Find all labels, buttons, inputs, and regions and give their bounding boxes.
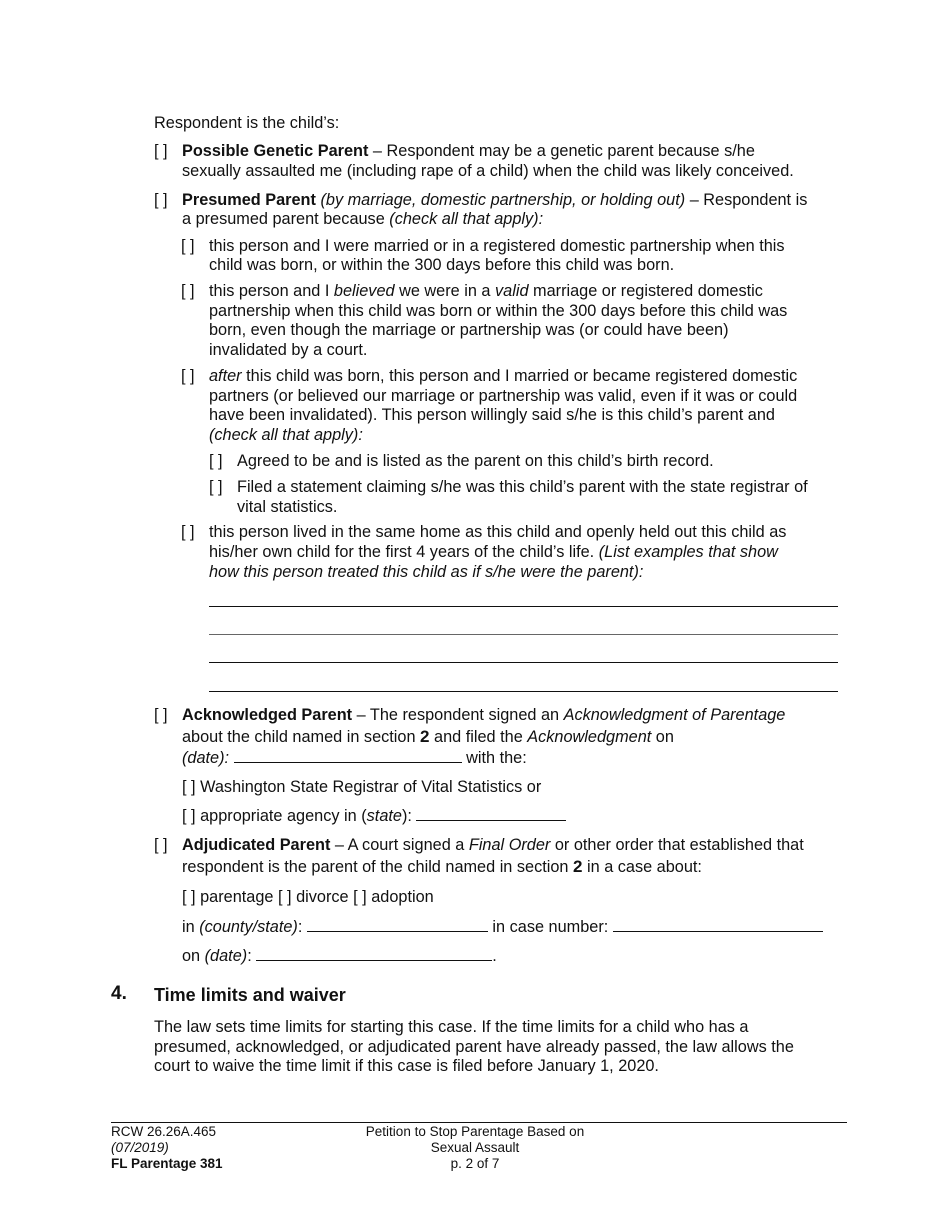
footer-date: (07/2019): [111, 1140, 169, 1155]
footer-page: p. 2 of 7: [450, 1156, 500, 1171]
presumed-parent-line1: Presumed Parent (by marriage, domestic partnership, or holding out) – Respondent is: [182, 191, 808, 209]
county-case-row: in (county/state): in case number:: [182, 917, 823, 937]
footer-form: FL Parentage 381: [111, 1156, 223, 1171]
registrar-option: [ ] Washington State Registrar of Vital Statistics or: [182, 778, 542, 796]
adjudicated-line1: Adjudicated Parent – A court signed a Final Order or other order that established that: [182, 836, 804, 854]
checkbox-other-agency[interactable]: [ ]: [182, 807, 196, 825]
presumed-after-line1: after this child was born, this person and I married or became registered domestic: [209, 367, 798, 385]
examples-line-3[interactable]: [209, 662, 838, 663]
intro-text: Respondent is the child’s:: [154, 114, 340, 132]
presumed-believed-line2: partnership when this child was born or within the 300 days before this child was: [209, 302, 788, 320]
adjudicated-parent-label: Adjudicated Parent: [182, 836, 331, 854]
checkbox-statement-registrar[interactable]: [ ]: [209, 478, 223, 496]
acknowledged-line2: about the child named in section 2 and filed the Acknowledgment on: [182, 727, 674, 746]
agency-state-field[interactable]: [416, 806, 566, 821]
footer-title-line2: Sexual Assault: [430, 1140, 520, 1155]
footer-center: [330, 1124, 620, 1172]
presumed-parent-line2: a presumed parent because (check all that apply):: [182, 210, 544, 228]
birth-record-text: Agreed to be and is listed as the parent on this child’s birth record.: [237, 452, 714, 470]
footer-title-line1: Petition to Stop Parentage Based on: [365, 1124, 585, 1139]
county-state-field[interactable]: [307, 917, 488, 932]
footer-rcw: RCW 26.26A.465: [111, 1124, 217, 1139]
case-type-row: [ ] parentage [ ] divorce [ ] adoption: [182, 888, 434, 906]
genetic-parent-line2: sexually assaulted me (including rape of a child) when the child was likely conceived.: [182, 162, 794, 180]
acknowledged-date-field[interactable]: [234, 748, 462, 763]
footer-divider: [111, 1122, 847, 1123]
acknowledged-parent-label: Acknowledged Parent: [182, 706, 353, 724]
checkbox-adjudicated-parent[interactable]: [ ]: [154, 836, 168, 854]
presumed-parent-label: Presumed Parent: [182, 191, 316, 209]
adjudicated-date-row: on (date): .: [182, 947, 497, 965]
adjudicated-date-field[interactable]: [256, 946, 492, 961]
section4-line3: court to waive the time limit if this case is filed before January 1, 2020.: [154, 1057, 659, 1075]
presumed-after-line4: (check all that apply):: [209, 426, 363, 444]
checkbox-case-parentage[interactable]: [ ]: [182, 888, 196, 906]
acknowledged-line1: Acknowledged Parent – The respondent signed an Acknowledgment of Parentage: [182, 706, 786, 724]
checkbox-birth-record[interactable]: [ ]: [209, 452, 223, 470]
section-number: 4.: [111, 983, 127, 1004]
checkbox-genetic-parent[interactable]: [ ]: [154, 142, 168, 160]
checkbox-presumed-believed[interactable]: [ ]: [181, 282, 195, 300]
presumed-held-out-line2: his/her own child for the first 4 years of the child’s life. (List examples that show: [209, 543, 778, 561]
presumed-married-line2: child was born, or within the 300 days before this child was born.: [209, 256, 675, 274]
examples-line-2[interactable]: [209, 634, 838, 635]
checkbox-wa-registrar[interactable]: [ ]: [182, 778, 196, 796]
genetic-parent-line1: Possible Genetic Parent – Respondent may be a genetic parent because s/he: [182, 142, 755, 160]
statement-registrar-line1: Filed a statement claiming s/he was this child’s parent with the state registrar of: [237, 478, 808, 496]
genetic-parent-label: Possible Genetic Parent: [182, 142, 369, 160]
acknowledged-date-row: (date): with the:: [182, 749, 527, 767]
checkbox-acknowledged-parent[interactable]: [ ]: [154, 706, 168, 724]
presumed-believed-line1: this person and I believed we were in a valid marriage or registered domestic: [209, 282, 763, 300]
presumed-held-out-line3: how this person treated this child as if s/he were the parent):: [209, 563, 644, 581]
presumed-after-line3: have been invalidated). This person willingly said s/he is this child’s parent and: [209, 406, 775, 424]
checkbox-presumed-parent[interactable]: [ ]: [154, 191, 168, 209]
adjudicated-line2: respondent is the parent of the child named in section 2 in a case about:: [182, 857, 702, 876]
case-number-field[interactable]: [613, 917, 823, 932]
statement-registrar-line2: vital statistics.: [237, 498, 338, 516]
checkbox-case-divorce[interactable]: [ ]: [277, 888, 292, 906]
checkbox-presumed-after[interactable]: [ ]: [181, 367, 195, 385]
presumed-after-line2: partners (or believed our marriage or partnership was valid, even if it was or could: [209, 387, 798, 405]
examples-line-1[interactable]: [209, 606, 838, 607]
presumed-believed-line4: invalidated by a court.: [209, 341, 368, 359]
presumed-married-line1: this person and I were married or in a registered domestic partnership when this: [209, 237, 785, 255]
presumed-believed-line3: born, even though the marriage or partnership was (or could have been): [209, 321, 729, 339]
examples-line-4[interactable]: [209, 691, 838, 692]
agency-option: [ ] appropriate agency in (state):: [182, 806, 566, 826]
checkbox-presumed-held-out[interactable]: [ ]: [181, 523, 195, 541]
presumed-held-out-line1: this person lived in the same home as this child and openly held out this child as: [209, 523, 787, 541]
section-title: Time limits and waiver: [154, 985, 346, 1005]
checkbox-presumed-married[interactable]: [ ]: [181, 237, 195, 255]
section4-line2: presumed, acknowledged, or adjudicated parent have already passed, the law allows the: [154, 1038, 794, 1056]
footer-left: [111, 1124, 223, 1172]
checkbox-case-adoption[interactable]: [ ]: [353, 888, 367, 906]
section4-line1: The law sets time limits for starting this case. If the time limits for a child who has a: [154, 1018, 749, 1036]
